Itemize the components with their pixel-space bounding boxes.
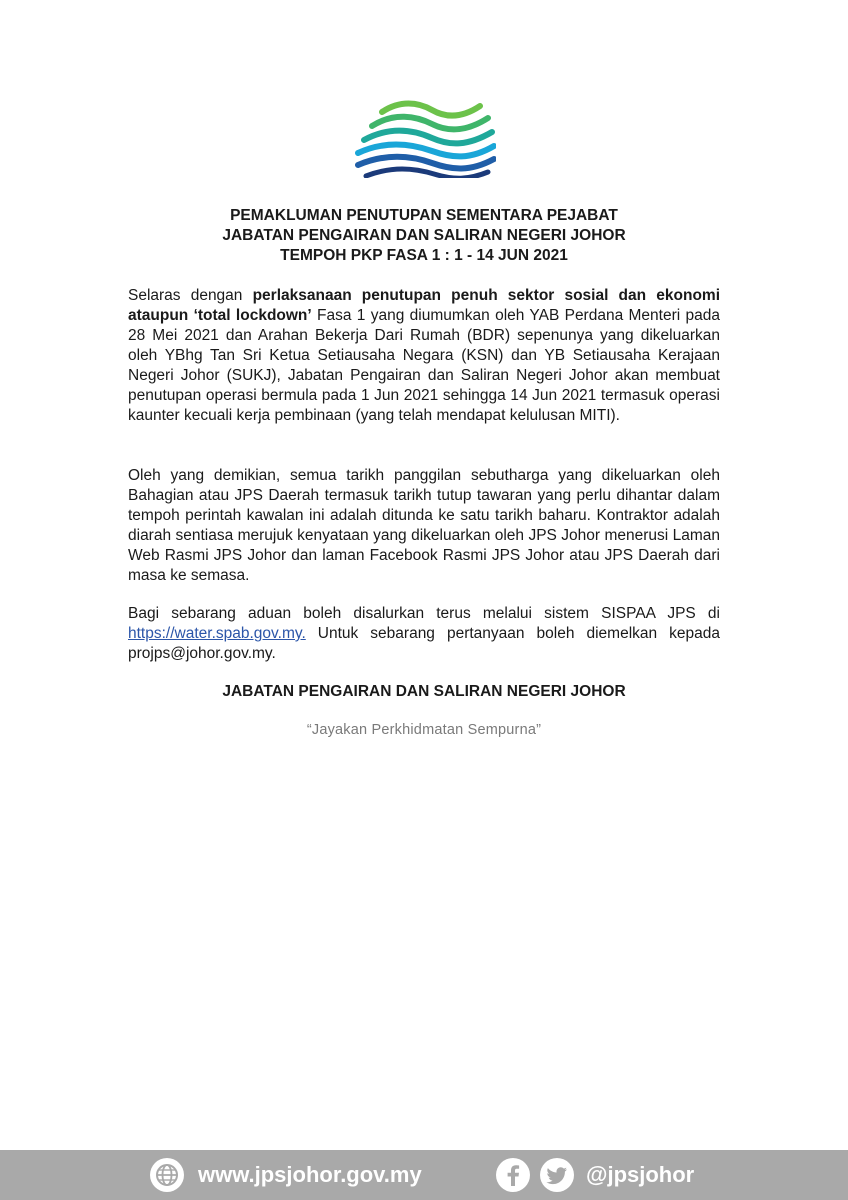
paragraph-complaints bbox=[128, 604, 720, 664]
p3-intro: Bagi sebarang aduan boleh disalurkan terus melalui sistem SISPAA JPS di bbox=[128, 605, 720, 622]
heading-line-1: PEMAKLUMAN PENUTUPAN SEMENTARA PEJABAT bbox=[230, 207, 618, 224]
footer-bar bbox=[0, 1150, 848, 1200]
p1-bold-lockdown: perlaksanaan penutupan penuh sektor sosial dan ekonomi ataupun ‘total lockdown’ bbox=[128, 287, 720, 324]
heading-line-2: JABATAN PENGAIRAN DAN SALIRAN NEGERI JOHOR bbox=[222, 227, 626, 244]
sispaa-link[interactable]: https://water.spab.gov.my. bbox=[128, 625, 306, 642]
p1-intro: Selaras dengan bbox=[128, 287, 253, 304]
p3-rest: Untuk sebarang pertanyaan boleh diemelkan kepada projps@johor.gov.my. bbox=[128, 625, 720, 662]
footer-social-handle[interactable]: @jpsjohor bbox=[586, 1162, 695, 1187]
notice-heading bbox=[0, 206, 848, 266]
paragraph-quotation-dates: Oleh yang demikian, semua tarikh panggilan sebutharga yang dikeluarkan oleh Bahagian atau JPS Daerah termasuk tarikh tutup tawaran yang perlu dihantar dalam tempoh perintah kawalan ini adalah ditunda ke satu tarikh baharu. Kontraktor adalah diarah sentiasa merujuk kenyataan yang dikeluarkan oleh JPS Johor menerusi Laman Web Rasmi JPS Johor dan laman Facebook Rasmi JPS Johor atau JPS Daerah dari masa ke semasa. bbox=[128, 467, 720, 584]
facebook-icon[interactable] bbox=[496, 1158, 530, 1192]
signoff-motto: “Jayakan Perkhidmatan Sempurna” bbox=[306, 722, 542, 738]
paragraph-closure-announcement bbox=[128, 286, 720, 426]
p1-rest: Fasa 1 yang diumumkan oleh YAB Perdana Menteri pada 28 Mei 2021 dan Arahan Bekerja Dari Rumah (BDR) sepenunya yang dikeluarkan oleh YBhg Tan Sri Ketua Setiausaha Negara (KSN) dan YB Setiausaha Kerajaan Negeri Johor (SUKJ), Jabatan Pengairan dan Saliran Negeri Johor akan membuat penutupan operasi bermula pada 1 Jun 2021 sehingga 14 Jun 2021 termasuk operasi kaunter kecuali kerja pembinaan (yang telah mendapat kelulusan MITI). bbox=[128, 307, 720, 424]
signoff-organisation: JABATAN PENGAIRAN DAN SALIRAN NEGERI JOHOR bbox=[222, 683, 626, 700]
heading-line-3: TEMPOH PKP FASA 1 : 1 - 14 JUN 2021 bbox=[280, 247, 568, 264]
jps-logo bbox=[352, 98, 496, 178]
footer-website-link[interactable]: www.jpsjohor.gov.my bbox=[198, 1162, 422, 1187]
twitter-icon[interactable] bbox=[540, 1158, 574, 1192]
globe-icon bbox=[150, 1158, 184, 1192]
